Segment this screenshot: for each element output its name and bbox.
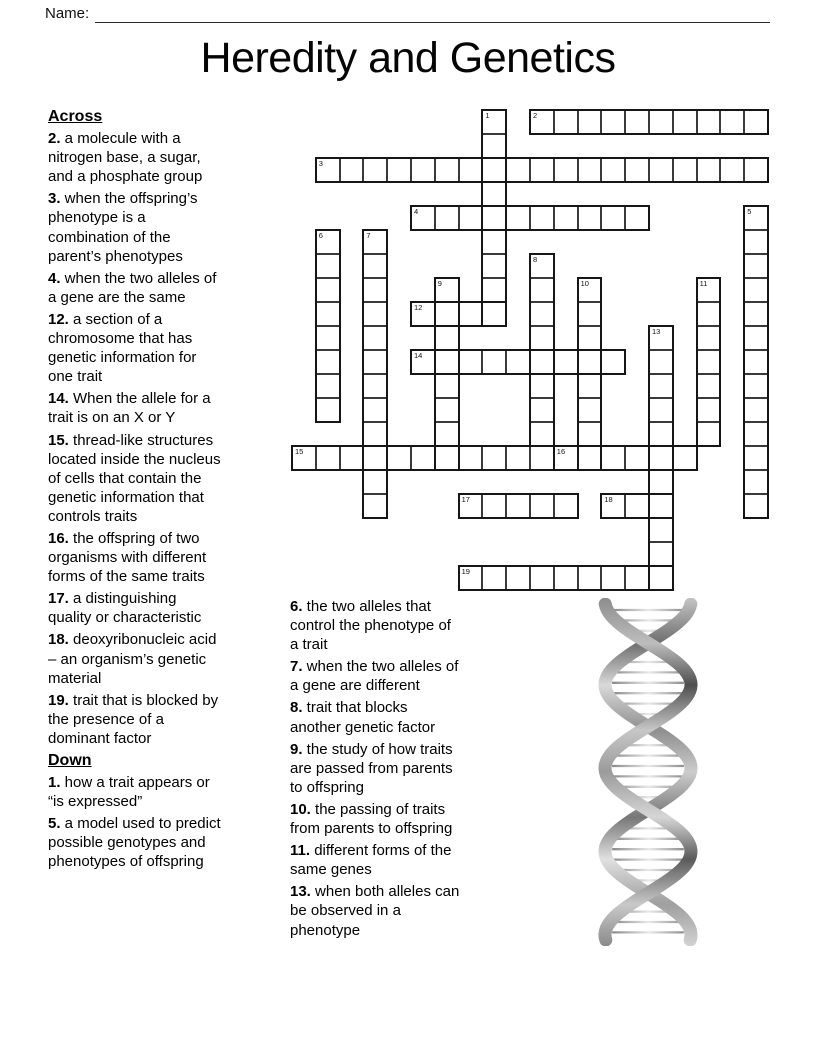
grid-cell[interactable] <box>340 446 364 470</box>
grid-cell[interactable] <box>697 374 721 398</box>
grid-cell[interactable] <box>363 446 387 470</box>
grid-cell[interactable] <box>530 374 554 398</box>
grid-cell[interactable] <box>697 110 721 134</box>
grid-cell[interactable] <box>411 206 435 230</box>
grid-cell[interactable] <box>744 470 768 494</box>
grid-cell[interactable] <box>649 422 673 446</box>
cell-number: 12 <box>414 303 423 312</box>
grid-cell[interactable] <box>744 206 768 230</box>
clue-text: When the allele for a trait is on an X or Y <box>48 390 211 427</box>
grid-cell[interactable] <box>554 494 578 518</box>
grid-cell[interactable] <box>363 278 387 302</box>
grid-cell[interactable] <box>506 350 530 374</box>
grid-cell[interactable] <box>554 206 578 230</box>
grid-cell[interactable] <box>530 302 554 326</box>
grid-cell[interactable] <box>744 158 768 182</box>
clue-text: a distinguishing quality or characteristic <box>48 590 202 627</box>
grid-cell[interactable] <box>578 374 602 398</box>
cell-number: 4 <box>414 207 419 216</box>
clue-item <box>48 431 223 526</box>
grid-cell[interactable] <box>530 206 554 230</box>
grid-cell[interactable] <box>435 422 459 446</box>
grid-cell[interactable] <box>316 398 340 422</box>
grid-cell[interactable] <box>578 278 602 302</box>
clue-text: a molecule with a nitrogen base, a sugar, and a phosphate group <box>48 130 203 186</box>
clue-text: trait that blocks another genetic factor <box>290 699 436 736</box>
grid-cell[interactable] <box>316 302 340 326</box>
clue-item <box>48 389 223 427</box>
grid-cell[interactable] <box>459 206 483 230</box>
clue-item <box>48 269 223 307</box>
clue-number: 2. <box>48 130 61 148</box>
grid-cell[interactable] <box>363 230 387 254</box>
grid-cell[interactable] <box>363 422 387 446</box>
name-blank-line[interactable] <box>95 6 770 23</box>
grid-cell[interactable] <box>744 110 768 134</box>
cell-number: 6 <box>318 231 323 240</box>
clue-item <box>48 589 223 627</box>
grid-cell[interactable] <box>744 326 768 350</box>
clue-item <box>48 189 223 265</box>
grid-cell[interactable] <box>578 158 602 182</box>
cell-number: 2 <box>533 111 538 120</box>
grid-cell[interactable] <box>435 446 459 470</box>
grid-cell[interactable] <box>578 398 602 422</box>
grid-cell[interactable] <box>601 494 625 518</box>
clue-number: 10. <box>290 800 311 818</box>
grid-cell[interactable] <box>340 158 364 182</box>
clue-number: 7. <box>290 658 303 676</box>
grid-cell[interactable] <box>578 422 602 446</box>
grid-cell[interactable] <box>554 350 578 374</box>
clue-number: 5. <box>48 815 61 833</box>
grid-cell[interactable] <box>363 374 387 398</box>
clue-text: when the two alleles of a gene are different <box>290 658 459 695</box>
grid-cell[interactable] <box>649 494 673 518</box>
across-clues-list <box>48 129 223 748</box>
cell-number: 11 <box>699 279 708 288</box>
dna-helix-illustration <box>594 598 704 946</box>
grid-cell[interactable] <box>506 446 530 470</box>
grid-cell[interactable] <box>459 350 483 374</box>
grid-cell[interactable] <box>744 422 768 446</box>
grid-cell[interactable] <box>316 254 340 278</box>
grid-cell[interactable] <box>649 374 673 398</box>
grid-cell[interactable] <box>435 374 459 398</box>
grid-cell[interactable] <box>482 446 506 470</box>
grid-cell[interactable] <box>744 278 768 302</box>
clue-item <box>290 841 460 879</box>
grid-cell[interactable] <box>482 134 506 158</box>
grid-cell[interactable] <box>578 206 602 230</box>
grid-cell[interactable] <box>649 566 673 590</box>
grid-cell[interactable] <box>411 158 435 182</box>
clue-text: when the two alleles of a gene are the same <box>48 269 217 306</box>
cell-number: 17 <box>461 495 470 504</box>
grid-cell[interactable] <box>411 446 435 470</box>
grid-cell[interactable] <box>625 566 649 590</box>
grid-cell[interactable] <box>530 446 554 470</box>
grid-cell[interactable] <box>720 110 744 134</box>
grid-cell[interactable] <box>482 302 506 326</box>
clue-text: different forms of the same genes <box>290 842 452 879</box>
grid-cell[interactable] <box>578 566 602 590</box>
clue-number: 19. <box>48 691 69 709</box>
clue-item <box>290 597 460 654</box>
grid-cell[interactable] <box>554 566 578 590</box>
grid-cell[interactable] <box>435 206 459 230</box>
grid-cell[interactable] <box>697 398 721 422</box>
grid-cell[interactable] <box>482 206 506 230</box>
grid-cell[interactable] <box>649 110 673 134</box>
grid-cell[interactable] <box>697 326 721 350</box>
cell-number: 16 <box>556 447 566 456</box>
grid-cell[interactable] <box>578 446 602 470</box>
clue-item <box>290 740 460 797</box>
clue-text: deoxyribonucleic acid – an organism’s genetic material <box>48 631 217 687</box>
grid-cell[interactable] <box>601 110 625 134</box>
grid-cell[interactable] <box>482 494 506 518</box>
grid-cell[interactable] <box>459 158 483 182</box>
clue-item <box>48 691 223 748</box>
grid-cell[interactable] <box>649 542 673 566</box>
grid-cell[interactable] <box>744 374 768 398</box>
grid-cell[interactable] <box>578 350 602 374</box>
grid-cell[interactable] <box>697 422 721 446</box>
grid-cell[interactable] <box>649 398 673 422</box>
grid-cell[interactable] <box>506 206 530 230</box>
clue-number: 6. <box>290 598 303 615</box>
grid-cell[interactable] <box>482 566 506 590</box>
grid-cell[interactable] <box>697 158 721 182</box>
grid-cell[interactable] <box>530 254 554 278</box>
grid-cell[interactable] <box>625 494 649 518</box>
clue-number: 14. <box>48 390 69 408</box>
grid-cell[interactable] <box>578 110 602 134</box>
grid-cell[interactable] <box>649 446 673 470</box>
grid-cell[interactable] <box>601 158 625 182</box>
crossword-grid <box>292 110 769 591</box>
cell-number: 14 <box>414 351 423 360</box>
grid-cell[interactable] <box>744 446 768 470</box>
grid-cell[interactable] <box>625 110 649 134</box>
grid-cell[interactable] <box>697 278 721 302</box>
clue-number: 15. <box>48 431 69 449</box>
grid-cell[interactable] <box>363 350 387 374</box>
grid-cell[interactable] <box>363 158 387 182</box>
grid-cell[interactable] <box>435 158 459 182</box>
clue-text: the passing of traits from parents to offspring <box>290 800 453 838</box>
grid-cell[interactable] <box>316 158 340 182</box>
grid-cell[interactable] <box>459 494 483 518</box>
clues-left-column <box>48 107 223 875</box>
clue-item <box>48 310 223 386</box>
grid-cell[interactable] <box>363 254 387 278</box>
grid-cell[interactable] <box>316 446 340 470</box>
clue-text: trait that is blocked by the presence of a dominant factor <box>48 691 219 747</box>
down-clues-list-left <box>48 773 223 871</box>
grid-cell[interactable] <box>744 494 768 518</box>
clue-item <box>48 814 223 871</box>
grid-cell[interactable] <box>530 422 554 446</box>
clue-item <box>290 657 460 695</box>
grid-cell[interactable] <box>601 566 625 590</box>
name-row <box>45 5 770 23</box>
clue-number: 17. <box>48 590 69 608</box>
clue-text: a model used to predict possible genotypes and phenotypes of offspring <box>48 815 221 871</box>
grid-cell[interactable] <box>697 350 721 374</box>
grid-cell[interactable] <box>435 278 459 302</box>
grid-cell[interactable] <box>649 470 673 494</box>
grid-cell[interactable] <box>435 350 459 374</box>
grid-cell[interactable] <box>506 494 530 518</box>
grid-cell[interactable] <box>482 230 506 254</box>
grid-cell[interactable] <box>459 446 483 470</box>
grid-cell[interactable] <box>530 278 554 302</box>
grid-cell[interactable] <box>601 446 625 470</box>
grid-cell[interactable] <box>744 302 768 326</box>
grid-cell[interactable] <box>697 302 721 326</box>
grid-cell[interactable] <box>292 446 316 470</box>
across-heading: Across <box>48 108 103 125</box>
clue-item <box>290 882 460 939</box>
grid-cell[interactable] <box>435 302 459 326</box>
cell-number: 7 <box>366 231 371 240</box>
grid-cell[interactable] <box>316 326 340 350</box>
grid-cell[interactable] <box>316 374 340 398</box>
cell-number: 3 <box>318 159 323 168</box>
clue-number: 12. <box>48 310 69 328</box>
grid-cell[interactable] <box>625 158 649 182</box>
name-label: Name: <box>45 5 90 22</box>
clue-text: how a trait appears or “is expressed” <box>48 774 210 811</box>
clue-number: 8. <box>290 699 303 717</box>
cell-number: 1 <box>485 111 490 120</box>
clue-item <box>290 698 460 736</box>
clue-number: 11. <box>290 842 311 860</box>
grid-cell[interactable] <box>387 158 411 182</box>
clue-item <box>48 773 223 811</box>
grid-cell[interactable] <box>363 470 387 494</box>
grid-cell[interactable] <box>601 206 625 230</box>
grid-cell[interactable] <box>673 446 697 470</box>
clue-text: the study of how traits are passed from parents to offspring <box>290 740 453 796</box>
grid-cell[interactable] <box>744 398 768 422</box>
clue-number: 18. <box>48 631 69 649</box>
grid-cell[interactable] <box>554 446 578 470</box>
clue-text: the offspring of two organisms with different forms of the same traits <box>48 529 207 586</box>
grid-cell[interactable] <box>459 566 483 590</box>
clue-number: 4. <box>48 269 61 287</box>
clue-item <box>48 129 223 186</box>
clue-number: 1. <box>48 774 61 792</box>
clue-text: when both alleles can be observed in a phenotype <box>290 883 460 939</box>
grid-cell[interactable] <box>649 158 673 182</box>
grid-cell[interactable] <box>482 254 506 278</box>
grid-cell[interactable] <box>578 302 602 326</box>
grid-cell[interactable] <box>482 158 506 182</box>
grid-cell[interactable] <box>744 350 768 374</box>
grid-cell[interactable] <box>459 302 483 326</box>
grid-cell[interactable] <box>363 494 387 518</box>
grid-cell[interactable] <box>411 350 435 374</box>
cell-number: 19 <box>461 567 470 576</box>
grid-cell[interactable] <box>530 350 554 374</box>
clue-text: a section of a chromosome that has genetic information for one trait <box>48 310 197 386</box>
grid-cell[interactable] <box>649 326 673 350</box>
worksheet-title: Heredity and Genetics <box>200 34 616 82</box>
grid-cell[interactable] <box>363 398 387 422</box>
grid-cell[interactable] <box>720 158 744 182</box>
grid-cell[interactable] <box>482 182 506 206</box>
grid-cell[interactable] <box>363 326 387 350</box>
grid-cell[interactable] <box>482 278 506 302</box>
grid-cell[interactable] <box>673 110 697 134</box>
grid-cell[interactable] <box>649 350 673 374</box>
grid-cell[interactable] <box>744 254 768 278</box>
clue-text: the two alleles that control the phenotype of a trait <box>290 598 451 654</box>
clue-number: 16. <box>48 529 69 547</box>
grid-cell[interactable] <box>387 446 411 470</box>
grid-cell[interactable] <box>649 518 673 542</box>
cell-number: 10 <box>580 279 589 288</box>
down-heading: Down <box>48 752 92 769</box>
cell-number: 9 <box>437 279 442 288</box>
grid-cell[interactable] <box>530 494 554 518</box>
clue-item <box>48 630 223 687</box>
clue-number: 9. <box>290 740 303 758</box>
grid-cell[interactable] <box>316 350 340 374</box>
clue-text: when the offspring’s phenotype is a combination of the parent’s phenotypes <box>48 190 198 265</box>
clue-item <box>290 800 460 838</box>
grid-cell[interactable] <box>363 302 387 326</box>
grid-cell[interactable] <box>554 158 578 182</box>
cell-number: 5 <box>747 207 752 216</box>
grid-cell[interactable] <box>625 446 649 470</box>
grid-cell[interactable] <box>554 110 578 134</box>
grid-cell[interactable] <box>316 230 340 254</box>
grid-cell[interactable] <box>530 326 554 350</box>
cell-number: 13 <box>652 327 661 336</box>
grid-cell[interactable] <box>482 350 506 374</box>
clue-text: thread-like structures located inside the nucleus of cells that contain the genetic information that controls traits <box>48 431 221 525</box>
grid-cell[interactable] <box>530 158 554 182</box>
clue-number: 3. <box>48 190 61 208</box>
cell-number: 18 <box>604 495 613 504</box>
grid-cell[interactable] <box>435 326 459 350</box>
grid-cell[interactable] <box>578 326 602 350</box>
grid-cell[interactable] <box>530 110 554 134</box>
grid-cell[interactable] <box>530 398 554 422</box>
cell-number: 15 <box>295 447 304 456</box>
grid-cell[interactable] <box>435 398 459 422</box>
clues-right-column <box>290 597 460 943</box>
grid-cell[interactable] <box>482 110 506 134</box>
grid-cell[interactable] <box>530 566 554 590</box>
grid-cell[interactable] <box>411 302 435 326</box>
grid-cell[interactable] <box>673 158 697 182</box>
grid-cell[interactable] <box>744 230 768 254</box>
grid-cell[interactable] <box>316 278 340 302</box>
grid-cell[interactable] <box>601 350 625 374</box>
clue-item <box>48 529 223 586</box>
grid-cell[interactable] <box>506 158 530 182</box>
grid-cell[interactable] <box>625 206 649 230</box>
cell-number: 8 <box>533 255 538 264</box>
grid-cell[interactable] <box>506 566 530 590</box>
clue-number: 13. <box>290 883 311 901</box>
